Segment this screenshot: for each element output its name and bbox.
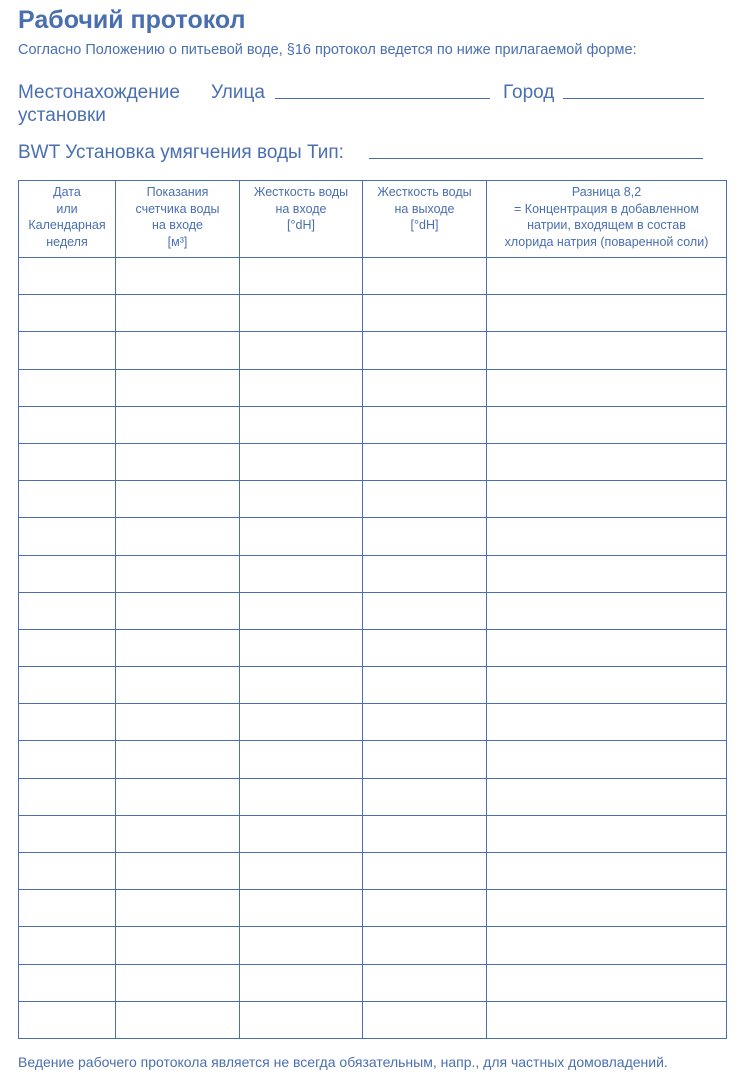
table-cell[interactable]	[19, 629, 116, 666]
table-cell[interactable]	[240, 592, 363, 629]
table-cell[interactable]	[363, 704, 487, 741]
table-cell[interactable]	[363, 369, 487, 406]
table-cell[interactable]	[19, 332, 116, 369]
table-row	[19, 964, 727, 1001]
table-cell[interactable]	[240, 443, 363, 480]
table-cell[interactable]	[116, 778, 240, 815]
table-row	[19, 555, 727, 592]
table-cell[interactable]	[116, 741, 240, 778]
header-line: [м³]	[167, 234, 188, 249]
table-cell[interactable]	[19, 741, 116, 778]
table-cell[interactable]	[363, 667, 487, 704]
street-label: Улица	[211, 82, 265, 103]
table-cell[interactable]	[487, 629, 727, 666]
table-cell[interactable]	[363, 295, 487, 332]
table-cell[interactable]	[240, 1001, 363, 1038]
header-line: на выходе	[394, 201, 455, 216]
page-subtitle: Согласно Положению о питьевой воде, §16 протокол ведется по ниже прилагаемой форме:	[18, 42, 637, 58]
table-cell[interactable]	[19, 295, 116, 332]
table-row	[19, 258, 727, 295]
footer-note: Ведение рабочего протокола является не всегда обязательным, напр., для частных домовладений.	[18, 1054, 668, 1070]
table-cell[interactable]	[363, 1001, 487, 1038]
table-cell[interactable]	[116, 629, 240, 666]
table-cell[interactable]	[19, 592, 116, 629]
location-label	[18, 81, 180, 127]
table-row	[19, 667, 727, 704]
table-cell[interactable]	[240, 890, 363, 927]
table-cell[interactable]	[363, 741, 487, 778]
city-field[interactable]	[563, 84, 704, 99]
table-cell[interactable]	[240, 369, 363, 406]
table-cell[interactable]	[363, 332, 487, 369]
header-line: = Концентрация в добавленном	[514, 201, 699, 216]
table-cell[interactable]	[19, 778, 116, 815]
table-cell[interactable]	[19, 1001, 116, 1038]
table-cell[interactable]	[363, 853, 487, 890]
table-cell[interactable]	[487, 927, 727, 964]
table-cell[interactable]	[240, 481, 363, 518]
header-line: или	[56, 201, 78, 216]
city-label: Город	[503, 82, 555, 103]
table-cell[interactable]	[363, 890, 487, 927]
table-row	[19, 778, 727, 815]
table-cell[interactable]	[240, 406, 363, 443]
table-row	[19, 815, 727, 852]
bwt-type-field[interactable]	[369, 144, 703, 159]
table-cell[interactable]	[19, 853, 116, 890]
table-row	[19, 1001, 727, 1038]
header-line: Разница 8,2	[571, 185, 642, 199]
table-cell[interactable]	[487, 406, 727, 443]
table-cell[interactable]	[363, 592, 487, 629]
table-cell[interactable]	[19, 518, 116, 555]
table-cell[interactable]	[19, 815, 116, 852]
header-line: Дата	[53, 185, 81, 199]
table-cell[interactable]	[240, 853, 363, 890]
table-cell[interactable]	[240, 778, 363, 815]
table-cell[interactable]	[19, 927, 116, 964]
table-cell[interactable]	[487, 778, 727, 815]
table-cell[interactable]	[487, 704, 727, 741]
table-cell[interactable]	[116, 518, 240, 555]
table-cell[interactable]	[487, 964, 727, 1001]
table-cell[interactable]	[487, 555, 727, 592]
table-cell[interactable]	[19, 481, 116, 518]
table-row	[19, 629, 727, 666]
table-cell[interactable]	[487, 258, 727, 295]
table-cell[interactable]	[116, 555, 240, 592]
table-cell[interactable]	[240, 258, 363, 295]
table-cell[interactable]	[240, 332, 363, 369]
table-cell[interactable]	[363, 815, 487, 852]
table-row	[19, 592, 727, 629]
header-line: на входе	[275, 201, 327, 216]
header-line: Жесткость воды	[253, 185, 349, 199]
header-line: Жесткость воды	[377, 185, 472, 199]
table-cell[interactable]	[487, 518, 727, 555]
header-difference	[487, 181, 727, 258]
table-row	[19, 518, 727, 555]
table-cell[interactable]	[240, 667, 363, 704]
table-cell[interactable]	[116, 258, 240, 295]
table-row	[19, 704, 727, 741]
table-cell[interactable]	[19, 443, 116, 480]
table-cell[interactable]	[363, 258, 487, 295]
table-cell[interactable]	[487, 815, 727, 852]
table-cell[interactable]	[116, 704, 240, 741]
header-line: [°dH]	[287, 218, 315, 232]
table-cell[interactable]	[487, 853, 727, 890]
table-cell[interactable]	[363, 629, 487, 666]
header-line: хлорида натрия (поваренной соли)	[504, 234, 709, 249]
table-cell[interactable]	[116, 369, 240, 406]
location-label-line1: Местонахождение	[18, 82, 180, 103]
protocol-table	[18, 180, 727, 1039]
table-cell[interactable]	[116, 815, 240, 852]
table-cell[interactable]	[116, 332, 240, 369]
street-field[interactable]	[275, 84, 490, 99]
table-cell[interactable]	[116, 667, 240, 704]
table-cell[interactable]	[19, 369, 116, 406]
table-cell[interactable]	[240, 518, 363, 555]
table-row	[19, 741, 727, 778]
header-hardness-out	[363, 181, 487, 258]
table-cell[interactable]	[116, 481, 240, 518]
table-header-row	[19, 181, 727, 258]
bwt-type-label: BWT Установка умягчения воды Тип:	[18, 142, 344, 163]
table-cell[interactable]	[240, 629, 363, 666]
location-label-line2: установки	[18, 105, 106, 126]
table-row	[19, 853, 727, 890]
table-cell[interactable]	[240, 964, 363, 1001]
table-body	[19, 258, 727, 1039]
table-cell[interactable]	[363, 443, 487, 480]
table-cell[interactable]	[487, 741, 727, 778]
table-row	[19, 295, 727, 332]
header-date	[19, 181, 116, 258]
table-cell[interactable]	[116, 592, 240, 629]
header-line: натрии, входящем в состав	[527, 218, 686, 232]
table-cell[interactable]	[116, 1001, 240, 1038]
table-cell[interactable]	[240, 927, 363, 964]
table-cell[interactable]	[487, 332, 727, 369]
table-cell[interactable]	[19, 667, 116, 704]
table-cell[interactable]	[487, 890, 727, 927]
table-row	[19, 443, 727, 480]
table-cell[interactable]	[363, 778, 487, 815]
table-cell[interactable]	[19, 406, 116, 443]
table-cell[interactable]	[363, 927, 487, 964]
table-cell[interactable]	[240, 555, 363, 592]
table-cell[interactable]	[19, 704, 116, 741]
table-cell[interactable]	[487, 295, 727, 332]
table-cell[interactable]	[240, 295, 363, 332]
table-cell[interactable]	[363, 964, 487, 1001]
table-cell[interactable]	[116, 295, 240, 332]
table-cell[interactable]	[19, 964, 116, 1001]
table-row	[19, 927, 727, 964]
header-meter-reading	[116, 181, 240, 258]
header-hardness-in	[240, 181, 363, 258]
table-cell[interactable]	[487, 443, 727, 480]
table-row	[19, 406, 727, 443]
table-row	[19, 481, 727, 518]
header-line: счетчика воды	[135, 201, 220, 216]
table-cell[interactable]	[240, 741, 363, 778]
page-title: Рабочий протокол	[18, 6, 246, 34]
table-cell[interactable]	[116, 964, 240, 1001]
table-cell[interactable]	[487, 481, 727, 518]
header-line: на входе	[151, 218, 203, 232]
table-cell[interactable]	[487, 667, 727, 704]
table-cell[interactable]	[116, 853, 240, 890]
table-cell[interactable]	[363, 481, 487, 518]
table-cell[interactable]	[116, 406, 240, 443]
table-row	[19, 369, 727, 406]
table-cell[interactable]	[240, 704, 363, 741]
table-cell[interactable]	[363, 518, 487, 555]
table-cell[interactable]	[19, 890, 116, 927]
header-line: [°dH]	[410, 218, 439, 232]
table-cell[interactable]	[116, 443, 240, 480]
table-cell[interactable]	[487, 1001, 727, 1038]
table-cell[interactable]	[116, 890, 240, 927]
table-row	[19, 890, 727, 927]
header-line: Показания	[146, 185, 209, 199]
table-cell[interactable]	[363, 406, 487, 443]
table-cell[interactable]	[116, 927, 240, 964]
table-cell[interactable]	[240, 815, 363, 852]
table-cell[interactable]	[363, 555, 487, 592]
header-line: неделя	[46, 234, 88, 249]
table-cell[interactable]	[487, 592, 727, 629]
table-cell[interactable]	[19, 555, 116, 592]
table-cell[interactable]	[487, 369, 727, 406]
header-line: Календарная	[28, 218, 106, 232]
table-row	[19, 332, 727, 369]
table-cell[interactable]	[19, 258, 116, 295]
